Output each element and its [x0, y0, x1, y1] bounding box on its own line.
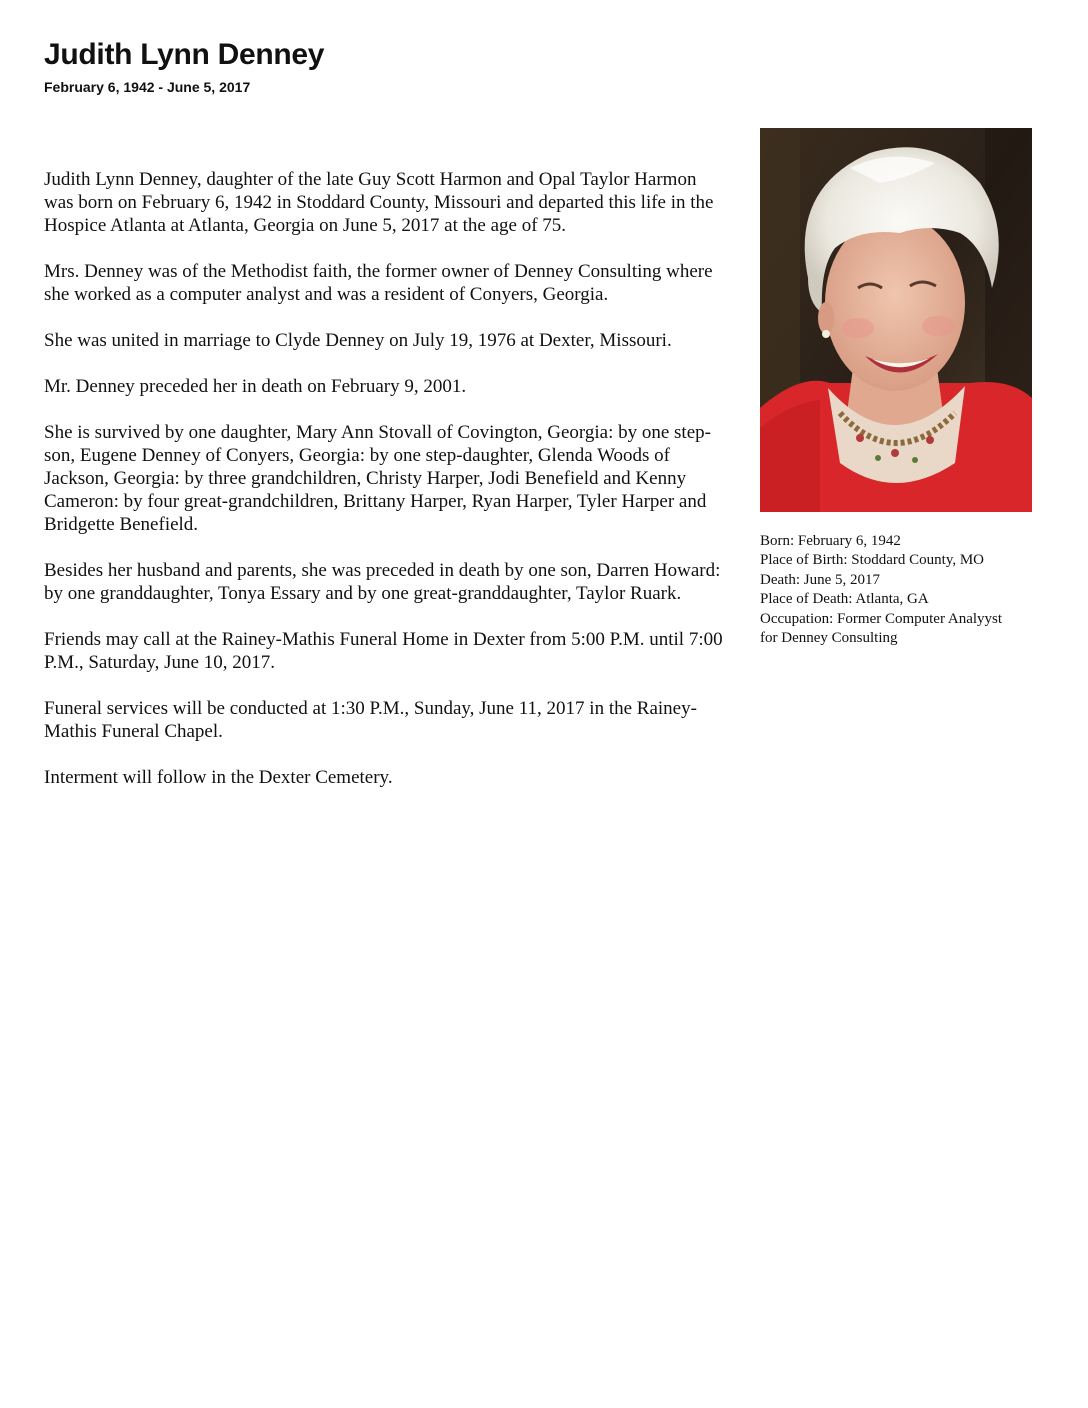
place-of-birth-fact: Place of Birth: Stoddard County, MO — [760, 552, 985, 569]
occupation-fact-continued: for Denney Consulting — [760, 630, 898, 647]
obituary-paragraph: Mr. Denney preceded her in death on February 9, 2001. — [44, 376, 467, 397]
life-dates: February 6, 1942 - June 5, 2017 — [44, 79, 251, 95]
death-fact: Death: June 5, 2017 — [760, 571, 880, 588]
obituary-paragraph: Funeral services will be conducted at 1:30 P.M., Sunday, June 11, 2017 in the Rainey-Mathis Funeral Chapel. — [44, 698, 697, 742]
occupation-fact: Occupation: Former Computer Analyyst — [760, 610, 1003, 627]
obituary-paragraph: She is survived by one daughter, Mary Ann Stovall of Covington, Georgia: by one step-son, Eugene Denney of Conyers, Georgia: by one step-daughter, Glenda Woods of Jackson, Georgia: by three grandchildren, Christy Harper, Jodi Benefield and Kenny Cameron: by four great-grandchildren, Brittany Harper, Ryan Harper, Tyler Harper and Bridgette Benefield. — [44, 422, 711, 535]
vital-facts — [760, 532, 1060, 648]
obituary-paragraph: Besides her husband and parents, she was preceded in death by one son, Darren Howard: by one granddaughter, Tonya Essary and by one great-granddaughter, Taylor Ruark. — [44, 560, 721, 604]
obituary-paragraph: Interment will follow in the Dexter Cemetery. — [44, 767, 393, 788]
obituary-text — [44, 168, 724, 812]
obituary-paragraph: Mrs. Denney was of the Methodist faith, the former owner of Denney Consulting where she worked as a computer analyst and was a resident of Conyers, Georgia. — [44, 261, 713, 305]
place-of-death-fact: Place of Death: Atlanta, GA — [760, 591, 929, 608]
born-fact: Born: February 6, 1942 — [760, 533, 901, 549]
obituary-paragraph: Judith Lynn Denney, daughter of the late Guy Scott Harmon and Opal Taylor Harmon was born on February 6, 1942 in Stoddard County, Missouri and departed this life in the Hospice Atlanta at Atlanta, Georgia on June 5, 2017 at the age of 75. — [44, 169, 714, 236]
portrait-image — [760, 128, 1032, 512]
obituary-paragraph: She was united in marriage to Clyde Denney on July 19, 1976 at Dexter, Missouri. — [44, 330, 672, 351]
obituary-paragraph: Friends may call at the Rainey-Mathis Funeral Home in Dexter from 5:00 P.M. until 7:00 P.M., Saturday, June 10, 2017. — [44, 629, 723, 673]
page-title: Judith Lynn Denney — [44, 38, 325, 71]
portrait-photo — [760, 128, 1032, 512]
header — [44, 36, 324, 96]
